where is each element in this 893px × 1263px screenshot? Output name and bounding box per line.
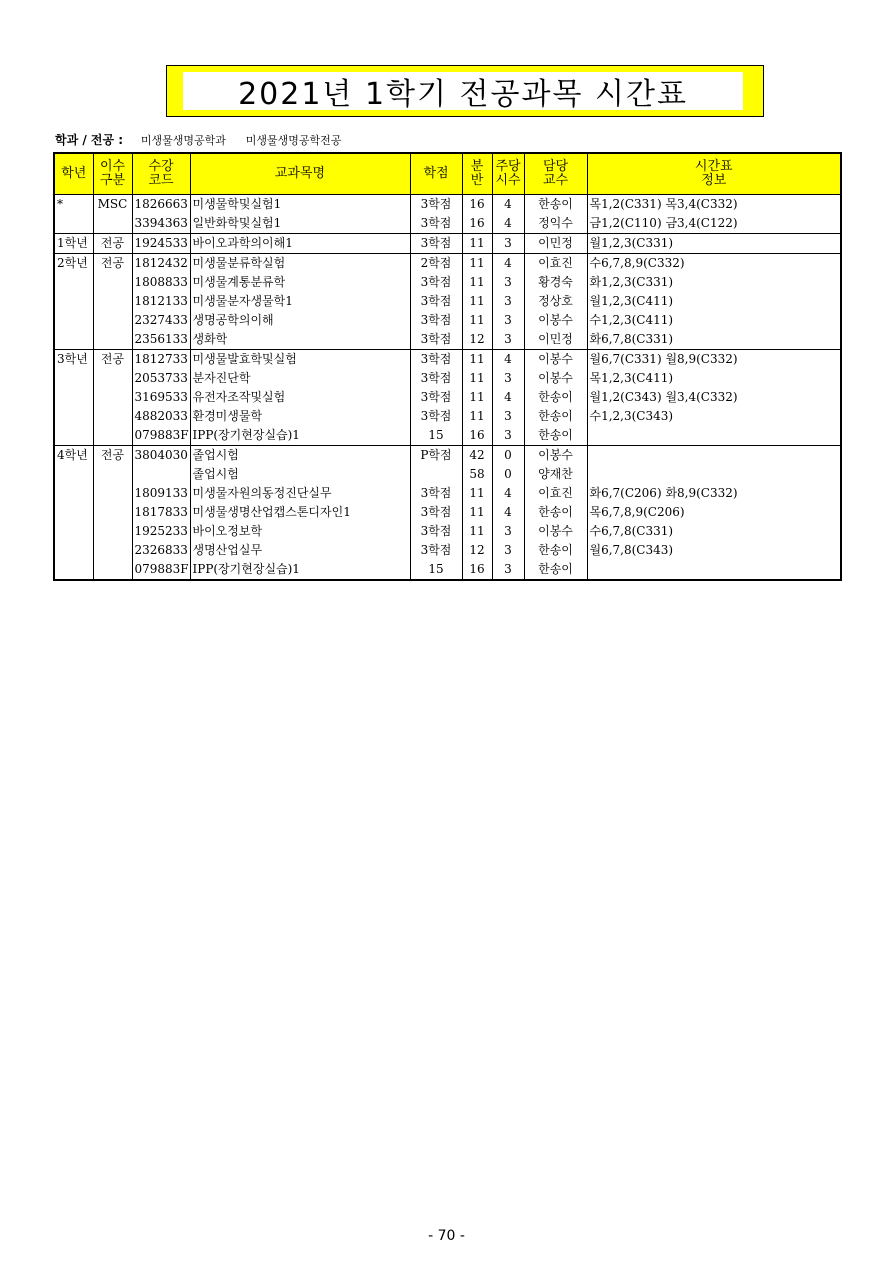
cell-professor: 이봉수 (524, 311, 587, 330)
cell-section: 11 (462, 273, 492, 292)
cell-hours: 3 (492, 560, 524, 580)
cell-course-name: 미생물자원의동정진단실무 (190, 484, 410, 503)
cell-schedule: 금1,2(C110) 금3,4(C122) (587, 214, 841, 234)
table-row (54, 407, 841, 426)
cell-type (93, 465, 132, 484)
table-row (54, 446, 841, 466)
cell-schedule (587, 446, 841, 466)
cell-grade (54, 369, 93, 388)
department-line (55, 131, 341, 148)
cell-professor: 한송이 (524, 541, 587, 560)
cell-professor: 이봉수 (524, 446, 587, 466)
cell-professor: 이봉수 (524, 369, 587, 388)
cell-grade (54, 426, 93, 446)
cell-course-name: 생화학 (190, 330, 410, 350)
cell-code: 1808833 (132, 273, 190, 292)
cell-section: 11 (462, 311, 492, 330)
cell-grade (54, 214, 93, 234)
cell-professor: 이봉수 (524, 522, 587, 541)
cell-course-name: IPP(장기현장실습)1 (190, 426, 410, 446)
cell-grade (54, 465, 93, 484)
cell-hours: 4 (492, 350, 524, 370)
cell-section: 58 (462, 465, 492, 484)
cell-type (93, 273, 132, 292)
cell-schedule: 월1,2,3(C331) (587, 234, 841, 254)
table-row (54, 522, 841, 541)
cell-credit: 3학점 (410, 407, 462, 426)
table-row (54, 426, 841, 446)
cell-course-name: IPP(장기현장실습)1 (190, 560, 410, 580)
cell-grade: 1학년 (54, 234, 93, 254)
cell-schedule (587, 560, 841, 580)
table-row (54, 234, 841, 254)
cell-course-name: 유전자조작및실험 (190, 388, 410, 407)
table-row (54, 330, 841, 350)
cell-type: 전공 (93, 234, 132, 254)
cell-professor: 이민정 (524, 234, 587, 254)
cell-type (93, 369, 132, 388)
cell-course-name: 바이오과학의이해1 (190, 234, 410, 254)
cell-credit (410, 465, 462, 484)
major-name: 미생물생명공학전공 (245, 134, 342, 147)
cell-section: 11 (462, 388, 492, 407)
cell-hours: 4 (492, 503, 524, 522)
cell-hours: 3 (492, 522, 524, 541)
cell-professor: 이민정 (524, 330, 587, 350)
cell-code: 079883F (132, 426, 190, 446)
cell-grade (54, 484, 93, 503)
cell-hours: 3 (492, 426, 524, 446)
cell-schedule (587, 465, 841, 484)
cell-professor: 한송이 (524, 560, 587, 580)
cell-grade (54, 273, 93, 292)
cell-hours: 3 (492, 311, 524, 330)
cell-grade: * (54, 195, 93, 215)
cell-schedule: 수6,7,8(C331) (587, 522, 841, 541)
cell-professor: 정익수 (524, 214, 587, 234)
cell-schedule: 목1,2(C331) 목3,4(C332) (587, 195, 841, 215)
col-header-grade: 학년 (54, 153, 93, 195)
cell-grade (54, 541, 93, 560)
cell-course-name: 미생물분류학실험 (190, 254, 410, 274)
cell-credit: 3학점 (410, 195, 462, 215)
cell-schedule: 월6,7,8(C343) (587, 541, 841, 560)
table-row (54, 195, 841, 215)
cell-section: 12 (462, 330, 492, 350)
cell-code: 3169533 (132, 388, 190, 407)
col-header-credit: 학점 (410, 153, 462, 195)
page-number: - 70 - (428, 1228, 465, 1244)
cell-type: 전공 (93, 254, 132, 274)
cell-credit: P학점 (410, 446, 462, 466)
cell-schedule: 월1,2,3(C411) (587, 292, 841, 311)
cell-professor: 이봉수 (524, 350, 587, 370)
cell-hours: 3 (492, 273, 524, 292)
cell-course-name: 졸업시험 (190, 446, 410, 466)
cell-code: 2326833 (132, 541, 190, 560)
table-row (54, 541, 841, 560)
cell-grade: 4학년 (54, 446, 93, 466)
table-row (54, 465, 841, 484)
table-row (54, 484, 841, 503)
cell-course-name: 분자진단학 (190, 369, 410, 388)
cell-code: 2053733 (132, 369, 190, 388)
cell-grade (54, 560, 93, 580)
cell-course-name: 일반화학및실험1 (190, 214, 410, 234)
cell-code: 1925233 (132, 522, 190, 541)
cell-hours: 0 (492, 446, 524, 466)
cell-credit: 15 (410, 426, 462, 446)
cell-credit: 3학점 (410, 330, 462, 350)
cell-code (132, 465, 190, 484)
cell-credit: 3학점 (410, 503, 462, 522)
cell-course-name: 미생물발효학및실험 (190, 350, 410, 370)
cell-schedule: 월1,2(C343) 월3,4(C332) (587, 388, 841, 407)
cell-type (93, 426, 132, 446)
cell-schedule: 화1,2,3(C331) (587, 273, 841, 292)
cell-code: 3804030 (132, 446, 190, 466)
cell-hours: 3 (492, 541, 524, 560)
cell-type (93, 292, 132, 311)
cell-professor: 이효진 (524, 254, 587, 274)
cell-type (93, 407, 132, 426)
cell-section: 11 (462, 350, 492, 370)
cell-code: 1817833 (132, 503, 190, 522)
cell-section: 11 (462, 234, 492, 254)
cell-code: 2356133 (132, 330, 190, 350)
cell-credit: 15 (410, 560, 462, 580)
cell-course-name: 환경미생물학 (190, 407, 410, 426)
cell-professor: 양재찬 (524, 465, 587, 484)
cell-grade (54, 330, 93, 350)
cell-professor: 한송이 (524, 195, 587, 215)
cell-credit: 3학점 (410, 214, 462, 234)
cell-credit: 3학점 (410, 388, 462, 407)
cell-hours: 4 (492, 388, 524, 407)
cell-grade (54, 311, 93, 330)
cell-section: 11 (462, 407, 492, 426)
cell-code: 2327433 (132, 311, 190, 330)
cell-schedule (587, 426, 841, 446)
cell-credit: 3학점 (410, 273, 462, 292)
cell-course-name: 미생물계통분류학 (190, 273, 410, 292)
cell-grade (54, 503, 93, 522)
col-header-hours: 주당 시수 (492, 153, 524, 195)
cell-code: 1812432 (132, 254, 190, 274)
cell-course-name: 졸업시험 (190, 465, 410, 484)
cell-schedule: 목1,2,3(C411) (587, 369, 841, 388)
cell-section: 11 (462, 292, 492, 311)
col-header-name: 교과목명 (190, 153, 410, 195)
cell-type (93, 522, 132, 541)
table-row (54, 350, 841, 370)
cell-course-name: 미생물분자생물학1 (190, 292, 410, 311)
department-label: 학과 / 전공 : (55, 133, 124, 147)
cell-grade (54, 522, 93, 541)
table-row (54, 292, 841, 311)
cell-hours: 3 (492, 234, 524, 254)
cell-hours: 3 (492, 330, 524, 350)
cell-grade: 3학년 (54, 350, 93, 370)
cell-credit: 3학점 (410, 522, 462, 541)
col-header-professor: 담당 교수 (524, 153, 587, 195)
table-row (54, 273, 841, 292)
table-row (54, 254, 841, 274)
cell-course-name: 생명공학의이해 (190, 311, 410, 330)
cell-section: 11 (462, 254, 492, 274)
table-row (54, 388, 841, 407)
timetable (53, 152, 842, 581)
col-header-type: 이수 구분 (93, 153, 132, 195)
cell-hours: 3 (492, 407, 524, 426)
col-header-section: 분 반 (462, 153, 492, 195)
cell-code: 1809133 (132, 484, 190, 503)
cell-grade (54, 292, 93, 311)
cell-course-name: 미생물학및실험1 (190, 195, 410, 215)
table-row (54, 311, 841, 330)
cell-section: 16 (462, 560, 492, 580)
cell-code: 1924533 (132, 234, 190, 254)
cell-type: 전공 (93, 446, 132, 466)
cell-type (93, 541, 132, 560)
cell-course-name: 미생물생명산업캡스톤디자인1 (190, 503, 410, 522)
cell-hours: 3 (492, 369, 524, 388)
col-header-schedule: 시간표 정보 (587, 153, 841, 195)
cell-professor: 황경숙 (524, 273, 587, 292)
cell-course-name: 바이오정보학 (190, 522, 410, 541)
cell-hours: 4 (492, 214, 524, 234)
cell-code: 079883F (132, 560, 190, 580)
cell-section: 11 (462, 484, 492, 503)
cell-grade (54, 407, 93, 426)
cell-credit: 3학점 (410, 292, 462, 311)
cell-grade: 2학년 (54, 254, 93, 274)
cell-professor: 이효진 (524, 484, 587, 503)
cell-credit: 3학점 (410, 350, 462, 370)
department-name: 미생물생명공학과 (140, 134, 226, 147)
cell-type (93, 503, 132, 522)
cell-type (93, 311, 132, 330)
cell-schedule: 화6,7(C206) 화8,9(C332) (587, 484, 841, 503)
timetable-body (54, 195, 841, 581)
cell-hours: 3 (492, 292, 524, 311)
cell-course-name: 생명산업실무 (190, 541, 410, 560)
table-row (54, 503, 841, 522)
cell-credit: 3학점 (410, 541, 462, 560)
cell-schedule: 수6,7,8,9(C332) (587, 254, 841, 274)
cell-credit: 3학점 (410, 234, 462, 254)
cell-section: 11 (462, 522, 492, 541)
cell-hours: 0 (492, 465, 524, 484)
cell-hours: 4 (492, 484, 524, 503)
cell-schedule: 수1,2,3(C343) (587, 407, 841, 426)
cell-type (93, 484, 132, 503)
cell-section: 12 (462, 541, 492, 560)
cell-professor: 정상호 (524, 292, 587, 311)
cell-type (93, 560, 132, 580)
cell-section: 42 (462, 446, 492, 466)
cell-schedule: 목6,7,8,9(C206) (587, 503, 841, 522)
cell-credit: 2학점 (410, 254, 462, 274)
cell-code: 1826663 (132, 195, 190, 215)
cell-schedule: 수1,2,3(C411) (587, 311, 841, 330)
cell-section: 11 (462, 503, 492, 522)
cell-type (93, 388, 132, 407)
page-title: 2021년 1학기 전공과목 시간표 (183, 72, 743, 110)
cell-grade (54, 388, 93, 407)
cell-credit: 3학점 (410, 311, 462, 330)
cell-section: 11 (462, 369, 492, 388)
cell-hours: 4 (492, 195, 524, 215)
cell-professor: 한송이 (524, 407, 587, 426)
cell-professor: 한송이 (524, 426, 587, 446)
cell-professor: 한송이 (524, 388, 587, 407)
cell-type (93, 214, 132, 234)
cell-credit: 3학점 (410, 484, 462, 503)
table-row (54, 214, 841, 234)
title-box (166, 65, 764, 117)
cell-schedule: 화6,7,8(C331) (587, 330, 841, 350)
cell-code: 1812133 (132, 292, 190, 311)
cell-section: 16 (462, 214, 492, 234)
cell-code: 4882033 (132, 407, 190, 426)
cell-type: 전공 (93, 350, 132, 370)
cell-credit: 3학점 (410, 369, 462, 388)
col-header-code: 수강 코드 (132, 153, 190, 195)
cell-type: MSC (93, 195, 132, 215)
cell-hours: 4 (492, 254, 524, 274)
cell-code: 3394363 (132, 214, 190, 234)
cell-schedule: 월6,7(C331) 월8,9(C332) (587, 350, 841, 370)
cell-professor: 한송이 (524, 503, 587, 522)
cell-type (93, 330, 132, 350)
cell-section: 16 (462, 426, 492, 446)
cell-code: 1812733 (132, 350, 190, 370)
header-row (54, 153, 841, 195)
cell-section: 16 (462, 195, 492, 215)
table-row (54, 369, 841, 388)
table-row (54, 560, 841, 580)
